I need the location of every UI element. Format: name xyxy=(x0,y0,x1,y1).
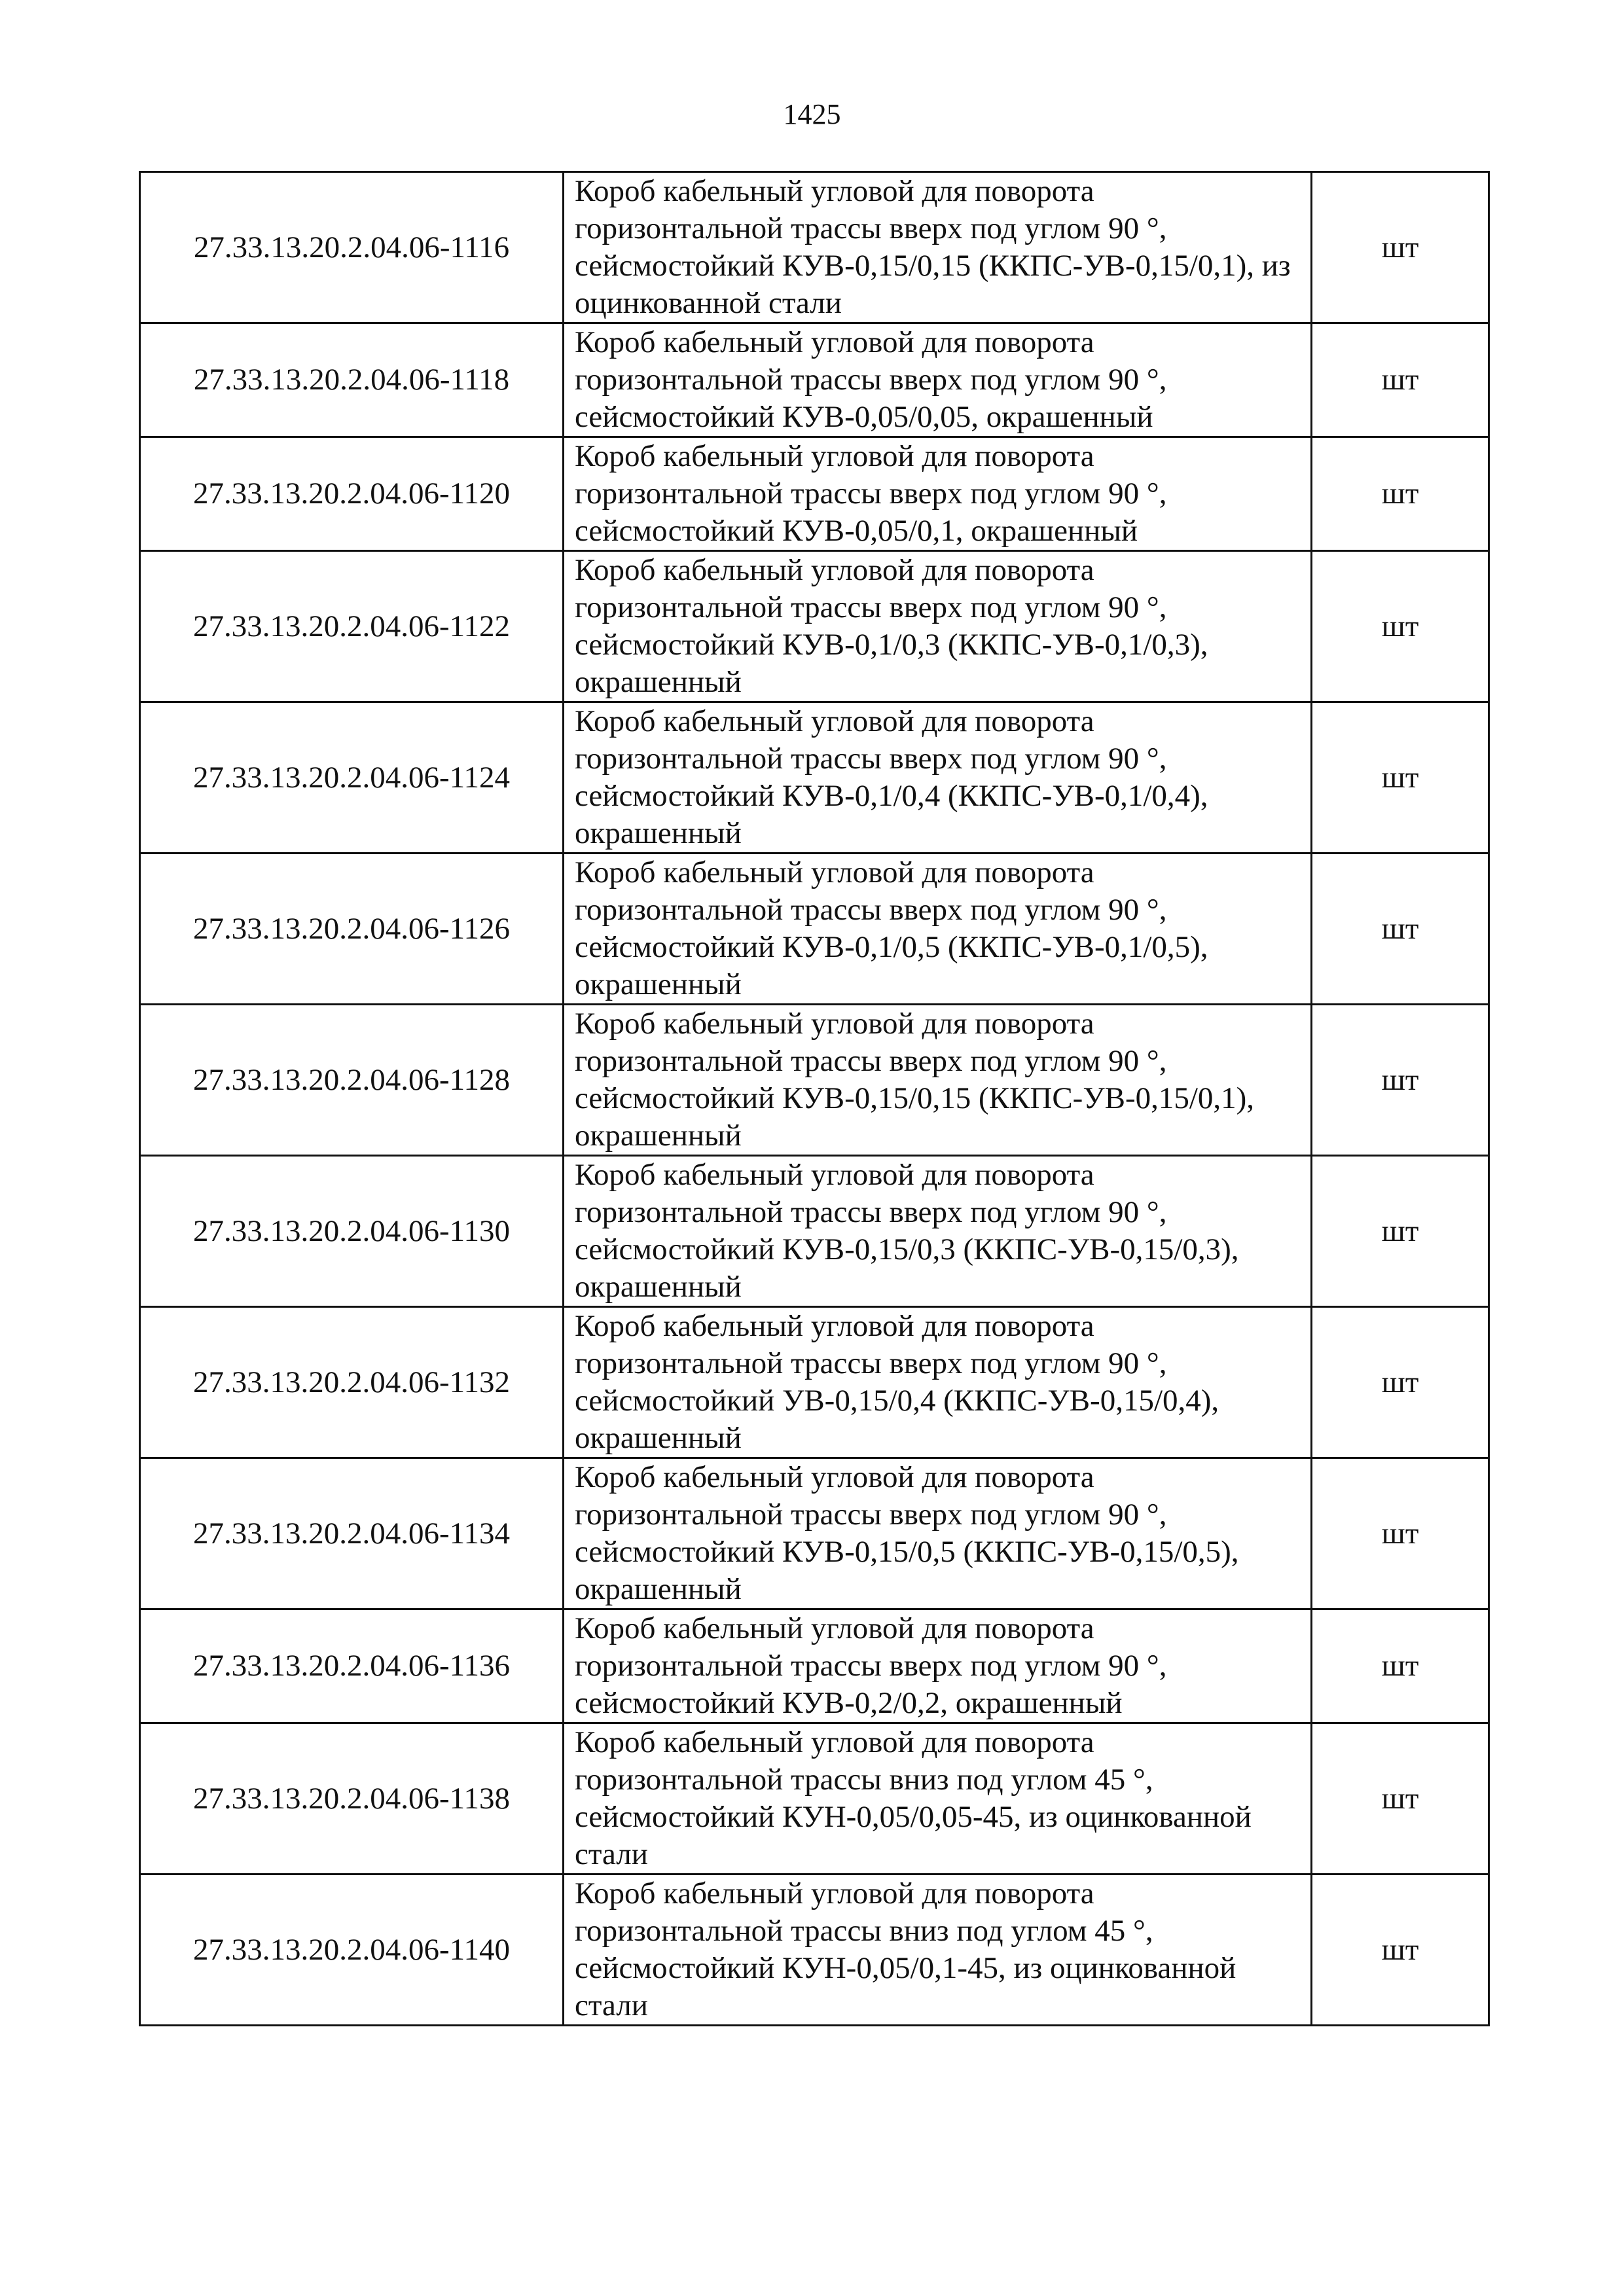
table-row xyxy=(140,172,1489,323)
row-description: Короб кабельный угловой для поворота горизонтальной трассы вверх под углом 90 °, сейсмостойкий КУВ-0,05/0,1, окрашенный xyxy=(564,437,1312,551)
row-description: Короб кабельный угловой для поворота горизонтальной трассы вверх под углом 90 °, сейсмостойкий КУВ-0,2/0,2, окрашенный xyxy=(564,1609,1312,1723)
table-row xyxy=(140,1609,1489,1723)
table-row xyxy=(140,323,1489,437)
row-unit: шт xyxy=(1312,1723,1489,1874)
table-row xyxy=(140,853,1489,1005)
row-description: Короб кабельный угловой для поворота горизонтальной трассы вверх под углом 90 °, сейсмостойкий КУВ-0,15/0,15 (ККПС-УВ-0,15/0,1), из оцинкованной стали xyxy=(564,172,1312,323)
row-code: 27.33.13.20.2.04.06-1134 xyxy=(140,1458,564,1609)
table-row xyxy=(140,437,1489,551)
row-unit: шт xyxy=(1312,1005,1489,1156)
row-code: 27.33.13.20.2.04.06-1136 xyxy=(140,1609,564,1723)
row-code: 27.33.13.20.2.04.06-1124 xyxy=(140,702,564,853)
table-row xyxy=(140,1458,1489,1609)
row-description: Короб кабельный угловой для поворота горизонтальной трассы вниз под углом 45 °, сейсмостойкий КУН-0,05/0,1-45, из оцинкованной стали xyxy=(564,1874,1312,2026)
row-unit: шт xyxy=(1312,551,1489,702)
row-unit: шт xyxy=(1312,1156,1489,1307)
row-description: Короб кабельный угловой для поворота горизонтальной трассы вверх под углом 90 °, сейсмостойкий КУВ-0,15/0,3 (ККПС-УВ-0,15/0,3), окрашенный xyxy=(564,1156,1312,1307)
resource-table xyxy=(139,171,1490,2026)
row-code: 27.33.13.20.2.04.06-1126 xyxy=(140,853,564,1005)
table-row xyxy=(140,1723,1489,1874)
row-code: 27.33.13.20.2.04.06-1120 xyxy=(140,437,564,551)
row-unit: шт xyxy=(1312,853,1489,1005)
page-number: 1425 xyxy=(783,98,841,130)
row-description: Короб кабельный угловой для поворота горизонтальной трассы вверх под углом 90 °, сейсмостойкий КУВ-0,05/0,05, окрашенный xyxy=(564,323,1312,437)
row-description: Короб кабельный угловой для поворота горизонтальной трассы вниз под углом 45 °, сейсмостойкий КУН-0,05/0,05-45, из оцинкованной стали xyxy=(564,1723,1312,1874)
row-description: Короб кабельный угловой для поворота горизонтальной трассы вверх под углом 90 °, сейсмостойкий КУВ-0,15/0,15 (ККПС-УВ-0,15/0,1), окрашенный xyxy=(564,1005,1312,1156)
row-unit: шт xyxy=(1312,172,1489,323)
table-row xyxy=(140,551,1489,702)
table-row xyxy=(140,702,1489,853)
row-code: 27.33.13.20.2.04.06-1116 xyxy=(140,172,564,323)
row-unit: шт xyxy=(1312,1458,1489,1609)
table-row xyxy=(140,1156,1489,1307)
row-description: Короб кабельный угловой для поворота горизонтальной трассы вверх под углом 90 °, сейсмостойкий КУВ-0,1/0,3 (ККПС-УВ-0,1/0,3), окрашенный xyxy=(564,551,1312,702)
table-row xyxy=(140,1307,1489,1458)
row-description: Короб кабельный угловой для поворота горизонтальной трассы вверх под углом 90 °, сейсмостойкий КУВ-0,15/0,5 (ККПС-УВ-0,15/0,5), окрашенный xyxy=(564,1458,1312,1609)
row-description: Короб кабельный угловой для поворота горизонтальной трассы вверх под углом 90 °, сейсмостойкий КУВ-0,1/0,5 (ККПС-УВ-0,1/0,5), окрашенный xyxy=(564,853,1312,1005)
row-code: 27.33.13.20.2.04.06-1138 xyxy=(140,1723,564,1874)
row-code: 27.33.13.20.2.04.06-1140 xyxy=(140,1874,564,2026)
row-code: 27.33.13.20.2.04.06-1128 xyxy=(140,1005,564,1156)
row-unit: шт xyxy=(1312,1307,1489,1458)
table-row xyxy=(140,1874,1489,2026)
row-unit: шт xyxy=(1312,323,1489,437)
row-code: 27.33.13.20.2.04.06-1130 xyxy=(140,1156,564,1307)
table-row xyxy=(140,1005,1489,1156)
row-code: 27.33.13.20.2.04.06-1118 xyxy=(140,323,564,437)
row-code: 27.33.13.20.2.04.06-1122 xyxy=(140,551,564,702)
row-unit: шт xyxy=(1312,702,1489,853)
row-unit: шт xyxy=(1312,437,1489,551)
row-unit: шт xyxy=(1312,1874,1489,2026)
row-description: Короб кабельный угловой для поворота горизонтальной трассы вверх под углом 90 °, сейсмостойкий УВ-0,15/0,4 (ККПС-УВ-0,15/0,4), окрашенный xyxy=(564,1307,1312,1458)
row-description: Короб кабельный угловой для поворота горизонтальной трассы вверх под углом 90 °, сейсмостойкий КУВ-0,1/0,4 (ККПС-УВ-0,1/0,4), окрашенный xyxy=(564,702,1312,853)
row-unit: шт xyxy=(1312,1609,1489,1723)
row-code: 27.33.13.20.2.04.06-1132 xyxy=(140,1307,564,1458)
